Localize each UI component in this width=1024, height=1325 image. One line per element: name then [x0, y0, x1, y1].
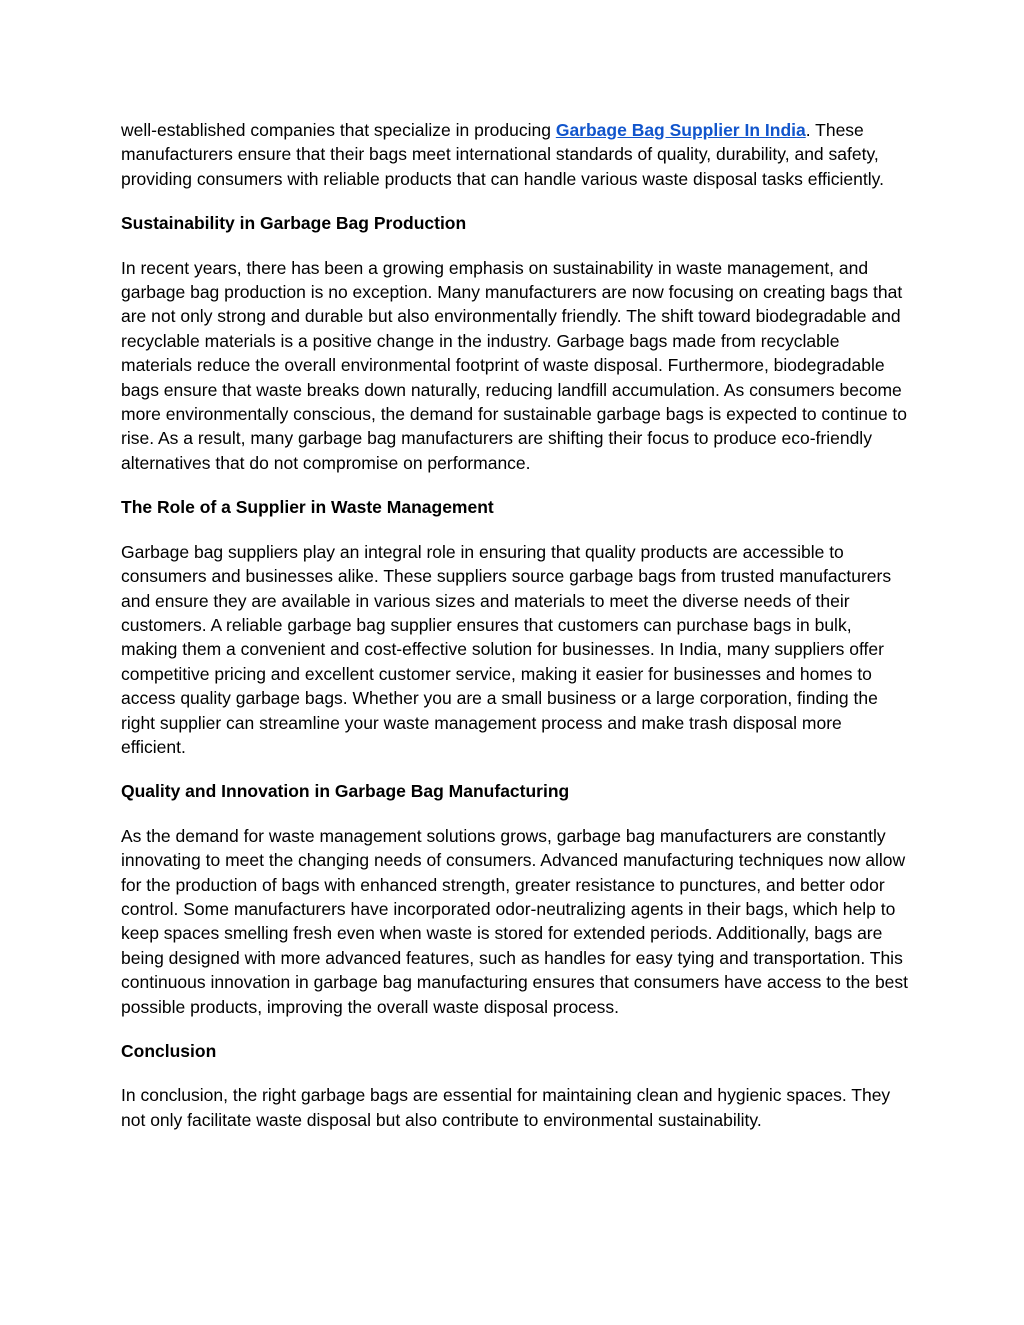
document-page — [121, 118, 911, 1152]
section-heading-supplier-role: The Role of a Supplier in Waste Management — [121, 497, 494, 518]
section-body-supplier-role: Garbage bag suppliers play an integral role in ensuring that quality products are accessible to consumers and businesses alike. These suppliers source garbage bags from trusted manufacturers and ensure they are available in various sizes and materials to meet the diverse needs of their customers. A reliable garbage bag supplier ensures that customers can purchase bags in bulk, making them a convenient and cost-effective solution for businesses. In India, many suppliers offer competitive pricing and excellent customer service, making it easier for businesses and homes to access quality garbage bags. Whether you are a small business or a large corporation, finding the right supplier can streamline your waste management process and make trash disposal more efficient. — [121, 541, 892, 757]
section-heading-sustainability: Sustainability in Garbage Bag Production — [121, 213, 467, 234]
section-body-quality-innovation: As the demand for waste management solutions grows, garbage bag manufacturers are constantly innovating to meet the changing needs of consumers. Advanced manufacturing techniques now allow for the production of bags with enhanced strength, greater resistance to punctures, and better odor control. Some manufacturers have incorporated odor-neutralizing agents in their bags, which help to keep spaces smelling fresh even when waste is stored for extended periods. Additionally, bags are being designed with more advanced features, such as handles for easy tying and transportation. This continuous innovation in garbage bag manufacturing ensures that consumers have access to the best possible products, improving the overall waste disposal process. — [121, 825, 909, 1017]
garbage-bag-supplier-link[interactable]: Garbage Bag Supplier In India — [555, 120, 806, 140]
section-body-sustainability: In recent years, there has been a growing emphasis on sustainability in waste management, and garbage bag production is no exception. Many manufacturers are now focusing on creating bags that are not only strong and durable but also environmentally friendly. The shift toward biodegradable and recyclable materials is a positive change in the industry. Garbage bags made from recyclable materials reduce the overall environmental footprint of waste disposal. Furthermore, biodegradable bags ensure that waste breaks down naturally, reducing landfill accumulation. As consumers become more environmentally conscious, the demand for sustainable garbage bags is expected to continue to rise. As a result, many garbage bag manufacturers are shifting their focus to produce eco-friendly alternatives that do not compromise on performance. — [121, 257, 908, 473]
section-heading-quality-innovation: Quality and Innovation in Garbage Bag Manufacturing — [121, 781, 570, 802]
intro-text-before-link: well-established companies that specialize in producing — [121, 120, 556, 140]
section-heading-conclusion: Conclusion — [121, 1041, 217, 1061]
section-body-conclusion: In conclusion, the right garbage bags are essential for maintaining clean and hygienic spaces. They not only facilitate waste disposal but also contribute to environmental sustainability. — [121, 1085, 891, 1130]
intro-text-after-link: . These manufacturers ensure that their bags meet international standards of quality, durability, and safety, providing consumers with reliable products that can handle various waste disposal tasks efficiently. — [121, 120, 884, 189]
intro-paragraph — [121, 118, 911, 191]
